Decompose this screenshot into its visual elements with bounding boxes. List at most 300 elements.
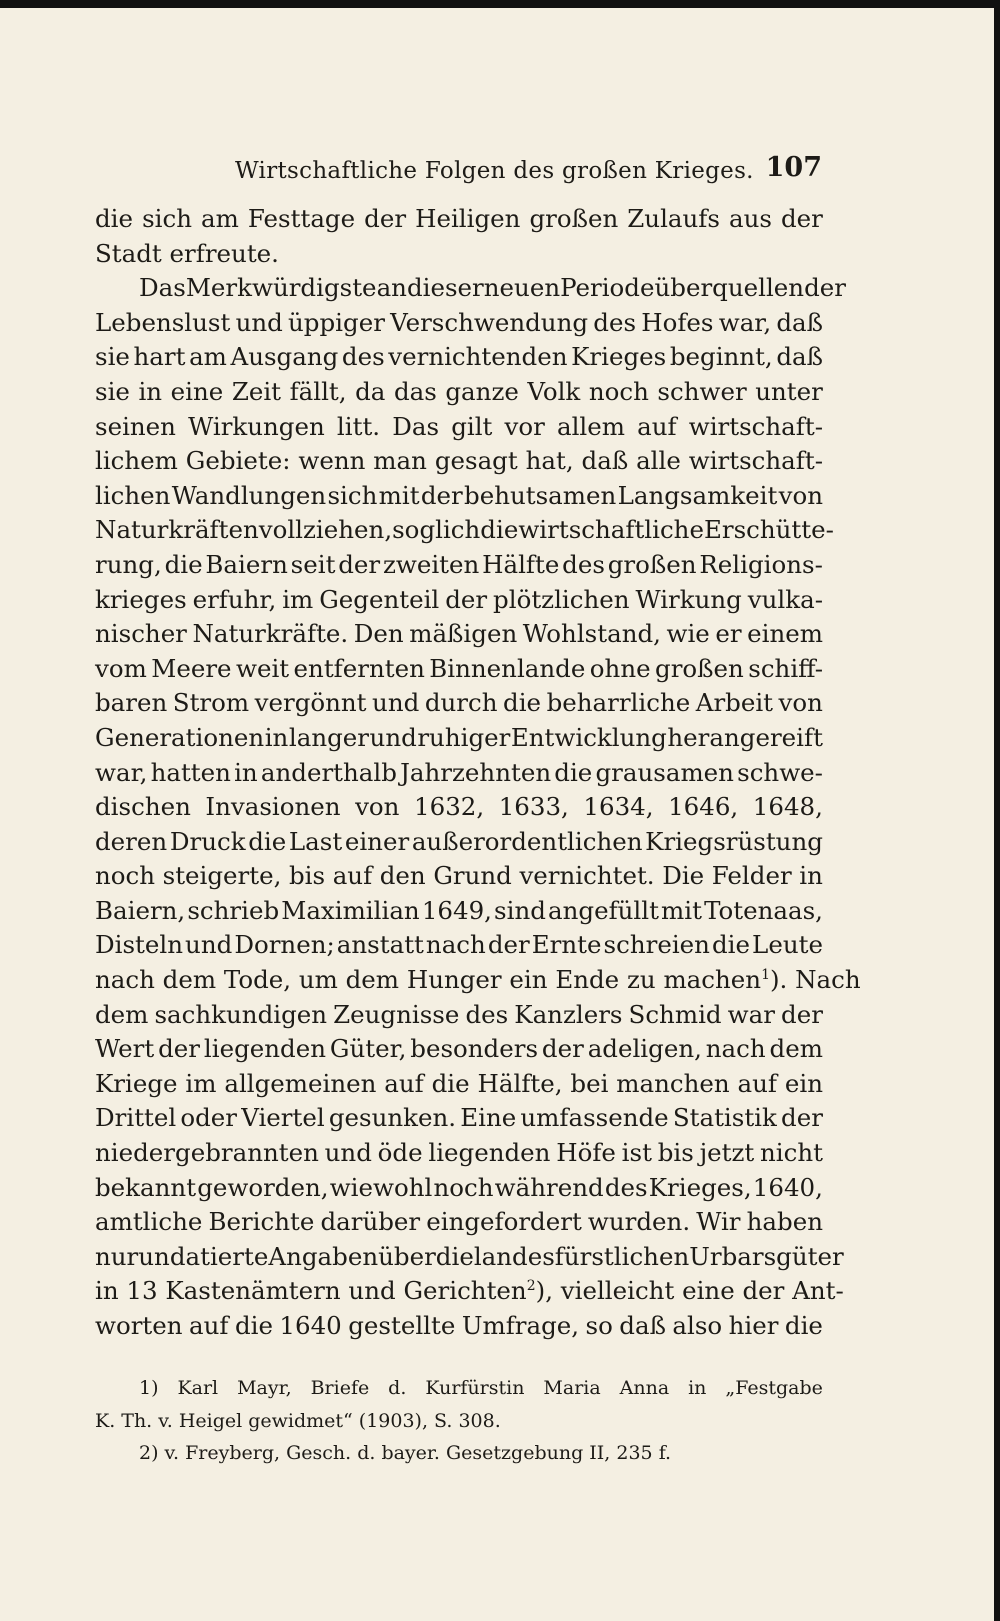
word: in: [799, 861, 823, 891]
word: Jahrzehnten: [400, 757, 552, 787]
word: Dornen;: [234, 930, 335, 960]
word: großen: [655, 653, 744, 683]
word: den: [379, 861, 426, 891]
word: die: [554, 757, 593, 787]
word: schiff-: [748, 653, 823, 683]
word: Religions-: [699, 549, 823, 579]
word: das: [393, 376, 437, 406]
text-line: [95, 1067, 823, 1102]
word: 1): [139, 1377, 159, 1399]
text-line: [95, 894, 823, 929]
word: der: [487, 930, 530, 960]
word: Maria: [543, 1377, 601, 1399]
word: Hälfte,: [477, 1068, 563, 1098]
word: die: [95, 204, 134, 233]
word: nach: [425, 930, 486, 960]
word: durch: [424, 688, 498, 718]
word: vernichtenden: [388, 342, 568, 372]
text-line: [95, 756, 823, 791]
word: Totenaas,: [704, 895, 823, 925]
word: erfuhr,: [192, 584, 277, 614]
footnote: 2) v. Freyberg, Gesch. d. bayer. Gesetzgebung II, 235 f.: [139, 1442, 672, 1464]
word: in: [234, 757, 258, 787]
word: gesunken.: [328, 1103, 457, 1133]
word: bis: [289, 861, 326, 891]
word: wirtschaftliche: [518, 515, 704, 545]
word: noch: [433, 1172, 494, 1202]
text-line: [95, 375, 823, 410]
word: nach: [705, 1034, 766, 1064]
word: umfassende: [520, 1103, 669, 1133]
word: des: [465, 999, 509, 1029]
word: Karl: [177, 1377, 219, 1399]
text-line: [95, 825, 823, 860]
footnote: [95, 1372, 823, 1405]
word: vor: [504, 411, 545, 441]
text-line: [95, 444, 823, 479]
word: Statistik: [672, 1103, 777, 1133]
word: die: [234, 1311, 273, 1340]
text-line: [95, 686, 823, 721]
word: sie: [95, 342, 130, 372]
word: allgemeinen: [224, 1068, 377, 1098]
word: der: [445, 584, 488, 614]
word: und: [324, 1138, 372, 1168]
text-line: [95, 790, 823, 825]
word: eingefordert: [426, 1207, 582, 1237]
word: gilt: [451, 411, 493, 441]
word: rung,: [95, 549, 162, 579]
word: auf: [189, 1311, 229, 1340]
word: war,: [718, 307, 772, 337]
word: Erschütte-: [703, 515, 834, 545]
text-line: [95, 617, 823, 652]
word: ohne: [589, 653, 651, 683]
word: die: [435, 1241, 474, 1271]
word: Leute: [752, 930, 823, 960]
word: der: [781, 999, 823, 1029]
word: Felder: [711, 861, 792, 891]
word: der: [364, 204, 407, 233]
word: Arbeit: [695, 688, 774, 718]
word: seit: [290, 549, 336, 579]
word: undatierte: [138, 1241, 269, 1271]
word: wie: [666, 619, 710, 649]
word: Maximilian: [281, 895, 420, 925]
word: Güter,: [329, 1034, 407, 1064]
word: Krieges: [571, 342, 667, 372]
word: beginnt,: [669, 342, 773, 372]
word: seinen: [95, 411, 176, 441]
word: schrieb: [187, 895, 280, 925]
word: des: [604, 1172, 648, 1202]
word: liegenden: [428, 1138, 551, 1168]
word: wenn: [298, 446, 366, 476]
word: wurden.: [587, 1207, 691, 1237]
word: Merkwürdigste: [185, 273, 377, 303]
word: entfernten: [293, 653, 425, 683]
word: anderthalb: [260, 757, 397, 787]
scan-border-top: [0, 0, 1000, 8]
word: Meere: [151, 653, 232, 683]
word: darüber: [320, 1207, 421, 1237]
word: ist: [621, 1138, 652, 1168]
word: herangereift: [667, 722, 823, 752]
word: und: [185, 930, 233, 960]
word: wiewohl: [329, 1172, 433, 1202]
word: nur: [95, 1241, 139, 1271]
text-line: [95, 306, 823, 341]
text-line: Stadt erfreute.: [95, 238, 279, 268]
word: man: [373, 446, 427, 476]
word: grausamen: [595, 757, 734, 787]
word: Entwicklung: [510, 722, 667, 752]
text-fragment: nach dem Tode, um dem Hunger ein Ende zu machen: [95, 965, 762, 995]
word: Gegenteil: [319, 584, 440, 614]
word: besonders: [410, 1034, 539, 1064]
word: Angaben: [268, 1241, 379, 1271]
word: sie: [95, 376, 130, 406]
text-line: [95, 859, 823, 894]
text-line: [95, 340, 823, 375]
word: worten: [95, 1311, 183, 1340]
word: Drittel: [95, 1103, 177, 1133]
word: mit: [378, 480, 420, 510]
word: alle: [636, 446, 681, 476]
word: nicht: [760, 1138, 823, 1168]
word: baren: [95, 688, 168, 718]
word: dem: [769, 1034, 823, 1064]
word: die: [248, 826, 287, 856]
word: Wirkung: [635, 584, 742, 614]
text-line: [95, 479, 823, 514]
word: der: [781, 1103, 823, 1133]
word: Krieges,: [648, 1172, 752, 1202]
word: schreien: [603, 930, 710, 960]
word: die: [431, 1068, 470, 1098]
word: Gebiete:: [185, 446, 291, 476]
word: Zeugnisse: [333, 999, 460, 1029]
word: litt.: [336, 411, 381, 441]
word: der: [780, 204, 823, 233]
word: Disteln: [95, 930, 184, 960]
word: einem: [747, 619, 823, 649]
text-line: [95, 271, 846, 306]
word: Schmid: [628, 999, 722, 1029]
word: 1648,: [752, 792, 823, 822]
word: Verschwendung: [390, 307, 589, 337]
word: Briefe: [310, 1377, 370, 1399]
word: plötzlichen: [493, 584, 630, 614]
word: am: [189, 342, 227, 372]
word: sind: [494, 895, 546, 925]
word: krieges: [95, 584, 187, 614]
word: gesagt: [434, 446, 518, 476]
word: Naturkräfte.: [192, 619, 349, 649]
text-fragment: ). Nach: [769, 965, 861, 995]
word: da: [355, 376, 386, 406]
word: vollziehen,: [258, 515, 393, 545]
word: und: [369, 722, 417, 752]
word: Kriege: [95, 1068, 178, 1098]
word: die: [164, 549, 203, 579]
word: Ernte: [531, 930, 602, 960]
word: manchen: [616, 1068, 730, 1098]
word: haben: [746, 1207, 823, 1237]
word: Kriegsrüstung: [645, 826, 823, 856]
text-line: [95, 410, 823, 445]
word: beharrliche: [546, 688, 691, 718]
word: der: [541, 1034, 584, 1064]
word: Wert: [95, 1034, 155, 1064]
word: von: [355, 792, 400, 822]
text-line: [95, 1101, 823, 1136]
text-line: [95, 721, 823, 756]
word: großen: [529, 204, 619, 233]
word: aus: [728, 204, 772, 233]
word: die: [784, 1311, 823, 1340]
word: im: [185, 1068, 217, 1098]
word: auf: [332, 861, 373, 891]
word: Wir: [696, 1207, 741, 1237]
word: d.: [388, 1377, 407, 1399]
footnote-ref: 2: [526, 1278, 536, 1295]
word: wirtschaft-: [688, 446, 823, 476]
word: nischer: [95, 619, 187, 649]
word: dieser: [406, 273, 484, 303]
word: Volk: [527, 376, 581, 406]
word: glich: [419, 515, 481, 545]
word: oder: [180, 1103, 238, 1133]
word: Berichte: [208, 1207, 315, 1237]
word: unter: [755, 376, 823, 406]
word: und: [372, 688, 420, 718]
word: mäßigen: [409, 619, 518, 649]
word: Heiligen: [415, 204, 521, 233]
word: vulka-: [747, 584, 823, 614]
word: anstatt: [336, 930, 424, 960]
word: 1632,: [414, 792, 485, 822]
word: behutsamen: [464, 480, 617, 510]
text-line: [95, 583, 823, 618]
word: in: [138, 376, 163, 406]
word: üppiger: [288, 307, 385, 337]
text-line: [95, 1274, 844, 1309]
word: großen: [607, 549, 697, 579]
text-line: [95, 963, 861, 998]
word: die: [480, 515, 519, 545]
footnote-ref: 1: [761, 967, 770, 984]
text-line: [95, 1032, 823, 1067]
word: 1646,: [668, 792, 739, 822]
word: des: [341, 342, 385, 372]
word: Wandlungen: [171, 480, 327, 510]
text-fragment: ), vielleicht eine der Ant-: [535, 1276, 844, 1306]
word: ruhiger: [417, 722, 511, 752]
word: allem: [556, 411, 625, 441]
text-line: [95, 1309, 823, 1344]
word: Kanzlers: [514, 999, 623, 1029]
word: hier: [728, 1311, 779, 1340]
word: ganze: [445, 376, 519, 406]
word: daß: [619, 1311, 666, 1340]
word: Viertel: [241, 1103, 325, 1133]
text-line: [95, 548, 823, 583]
word: Wohlstand,: [522, 619, 661, 649]
word: Höfe: [556, 1138, 616, 1168]
word: lichem: [95, 446, 178, 476]
word: Invasionen: [205, 792, 341, 822]
word: war: [727, 999, 775, 1029]
word: noch: [95, 861, 156, 891]
word: von: [778, 688, 823, 718]
word: sich: [327, 480, 378, 510]
word: vergönnt: [254, 688, 367, 718]
word: Langsamkeit: [617, 480, 778, 510]
word: ein: [784, 1068, 823, 1098]
word: auf: [737, 1068, 778, 1098]
word: der: [158, 1034, 201, 1064]
word: im: [282, 584, 314, 614]
word: auf: [384, 1068, 424, 1098]
page-number: 107: [765, 152, 822, 183]
footnote-continuation: K. Th. v. Heigel gewidmet“ (1903), S. 308.: [95, 1409, 501, 1432]
word: Ausgang: [230, 342, 339, 372]
word: er: [715, 619, 742, 649]
word: einer: [344, 826, 410, 856]
word: Lebenslust: [95, 307, 231, 337]
word: liegenden: [203, 1034, 326, 1064]
word: Wirkungen: [188, 411, 325, 441]
word: 1640,: [752, 1172, 823, 1202]
word: der: [420, 480, 463, 510]
word: Urbarsgüter: [689, 1241, 844, 1271]
word: noch: [588, 376, 649, 406]
word: Generationen: [95, 722, 265, 752]
word: daß: [776, 307, 823, 337]
word: öde: [377, 1138, 423, 1168]
word: in: [688, 1377, 707, 1399]
word: 1633,: [498, 792, 569, 822]
word: und: [235, 307, 283, 337]
word: Strom: [172, 688, 250, 718]
word: schwe-: [737, 757, 823, 787]
word: daß: [776, 342, 823, 372]
word: Das: [392, 411, 440, 441]
word: vom: [95, 653, 147, 683]
word: Die: [662, 861, 705, 891]
word: Baiern,: [95, 895, 186, 925]
word: jetzt: [699, 1138, 755, 1168]
word: Eine: [460, 1103, 517, 1133]
word: bekannt: [95, 1172, 197, 1202]
word: wirtschaft-: [688, 411, 823, 441]
word: steigerte,: [162, 861, 282, 891]
word: des: [593, 307, 637, 337]
word: die: [503, 688, 542, 718]
word: angefüllt: [548, 895, 659, 925]
running-title: Wirtschaftliche Folgen des großen Krieges.: [235, 158, 754, 184]
word: vernichtet.: [519, 861, 655, 891]
word: Anna: [619, 1377, 670, 1399]
word: auf: [637, 411, 677, 441]
word: langer: [288, 722, 369, 752]
word: dem: [95, 999, 149, 1029]
word: Hofes: [641, 307, 714, 337]
word: fällt,: [289, 376, 347, 406]
footnotes: [95, 1372, 823, 1470]
word: lichen: [95, 480, 171, 510]
word: in: [264, 722, 289, 752]
word: Kurfürstin: [425, 1377, 525, 1399]
word: niedergebrannten: [95, 1138, 319, 1168]
scan-border-right: [994, 0, 1000, 1621]
word: neuen: [483, 273, 561, 303]
word: Last: [288, 826, 343, 856]
word: Festtage: [247, 204, 356, 233]
word: 1649,: [421, 895, 492, 925]
word: deren: [95, 826, 168, 856]
word: gestellte: [348, 1311, 456, 1340]
word: eine: [170, 376, 224, 406]
word: daß: [581, 446, 629, 476]
word: „Festgabe: [725, 1377, 823, 1399]
word: sachkundigen: [154, 999, 328, 1029]
text-line: [95, 513, 834, 548]
word: war,: [95, 757, 148, 787]
word: so: [585, 1311, 613, 1340]
word: an: [376, 273, 407, 303]
word: Mayr,: [237, 1377, 292, 1399]
word: Hälfte: [482, 549, 560, 579]
word: die: [711, 930, 751, 960]
word: so: [392, 515, 420, 545]
word: Umfrage,: [461, 1311, 580, 1340]
word: während: [494, 1172, 604, 1202]
text-line: [95, 202, 823, 237]
word: Grund: [433, 861, 512, 891]
word: schwer: [657, 376, 747, 406]
word: außerordentlichen: [411, 826, 643, 856]
word: hart: [133, 342, 186, 372]
word: Periode: [560, 273, 655, 303]
word: hatten: [150, 757, 231, 787]
word: Druck: [169, 826, 246, 856]
word: des: [562, 549, 605, 579]
word: landesfürstlichen: [473, 1241, 690, 1271]
word: am: [201, 204, 239, 233]
word: geworden,: [197, 1172, 329, 1202]
text-line: [95, 1205, 823, 1240]
word: von: [778, 480, 823, 510]
text-line: [95, 998, 823, 1033]
word: adeligen,: [587, 1034, 702, 1064]
page-header: [95, 152, 822, 192]
word: Den: [353, 619, 404, 649]
word: also: [672, 1311, 723, 1340]
text-line: [95, 1171, 823, 1206]
text-line: [95, 652, 823, 687]
word: Naturkräften: [95, 515, 259, 545]
word: bis: [657, 1138, 694, 1168]
word: Zulaufs: [627, 204, 720, 233]
word: sich: [142, 204, 192, 233]
word: Das: [139, 273, 186, 303]
text-line: [95, 928, 823, 963]
word: Binnenlande: [429, 653, 586, 683]
text-fragment: in 13 Kastenämtern und Gerichten: [95, 1276, 527, 1306]
word: Baiern: [205, 549, 288, 579]
